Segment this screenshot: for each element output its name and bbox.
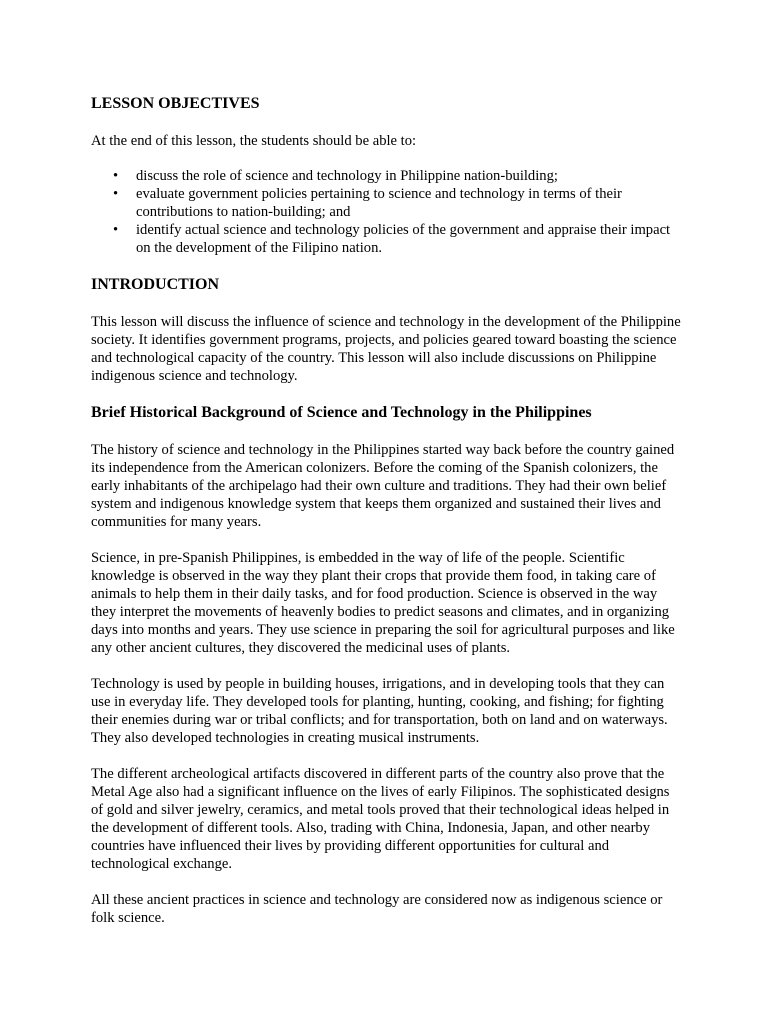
objective-text: discuss the role of science and technology in Philippine nation-building; — [136, 168, 558, 184]
background-paragraph: Science, in pre-Spanish Philippines, is embedded in the way of life of the people. Scientific knowledge is observed in the way they plant their crops that provide them food, in taking care of animals to help them in their daily tasks, and for food production. Science is observed in the way they interpret the movements of heavenly bodies to predict seasons and climates, and in organizing days into months and years. They use science in preparing the soil for agricultural purposes and like any other ancient cultures, they discovered the medicinal uses of plants. — [91, 550, 675, 656]
bullet-icon: • — [113, 222, 119, 238]
document-body — [91, 94, 681, 927]
objective-item — [91, 167, 681, 185]
background-paragraph: Technology is used by people in building houses, irrigations, and in developing tools that they can use in everyday life. They developed tools for planting, hunting, cooking, and fishing; for fighting their enemies during war or tribal conflicts; and for transportation, both on land and on waterways. They also developed technologies in creating musical instruments. — [91, 676, 668, 746]
background-paragraph: The history of science and technology in the Philippines started way back before the country gained its independence from the American colonizers. Before the coming of the Spanish colonizers, the early inhabitants of the archipelago had their own culture and traditions. They had their own belief system and indigenous knowledge system that keeps them organized and sustained their lives and communities for many years. — [91, 442, 675, 530]
bullet-icon: • — [113, 186, 119, 202]
introduction-heading: INTRODUCTION — [91, 276, 220, 293]
introduction-paragraph: This lesson will discuss the influence of science and technology in the development of the Philippine society. It identifies government programs, projects, and policies geared toward boasting the science and technological capacity of the country. This lesson will also include discussions on Philippine indigenous science and technology. — [91, 314, 681, 384]
background-paragraph: The different archeological artifacts discovered in different parts of the country also prove that the Metal Age also had a significant influence on the lives of early Filipinos. The sophisticated designs of gold and silver jewelry, ceramics, and metal tools proved that their technological ideas helped in the development of different tools. Also, trading with China, Indonesia, Japan, and other nearby countries have influenced their lives by providing different opportunities for cultural and technological exchange. — [91, 766, 670, 872]
bullet-icon: • — [113, 168, 119, 184]
objective-text: identify actual science and technology policies of the government and appraise their impact on the development of the Filipino nation. — [136, 222, 671, 256]
objective-text: evaluate government policies pertaining to science and technology in terms of their contributions to nation-building; and — [136, 186, 622, 220]
objectives-list — [91, 167, 681, 257]
background-paragraph: All these ancient practices in science and technology are considered now as indigenous science or folk science. — [91, 892, 663, 926]
objectives-intro: At the end of this lesson, the students should be able to: — [91, 133, 417, 149]
background-heading: Brief Historical Background of Science and Technology in the Philippines — [91, 404, 592, 421]
lesson-objectives-heading: LESSON OBJECTIVES — [91, 95, 260, 112]
objective-item — [91, 221, 681, 257]
objective-item — [91, 185, 681, 221]
